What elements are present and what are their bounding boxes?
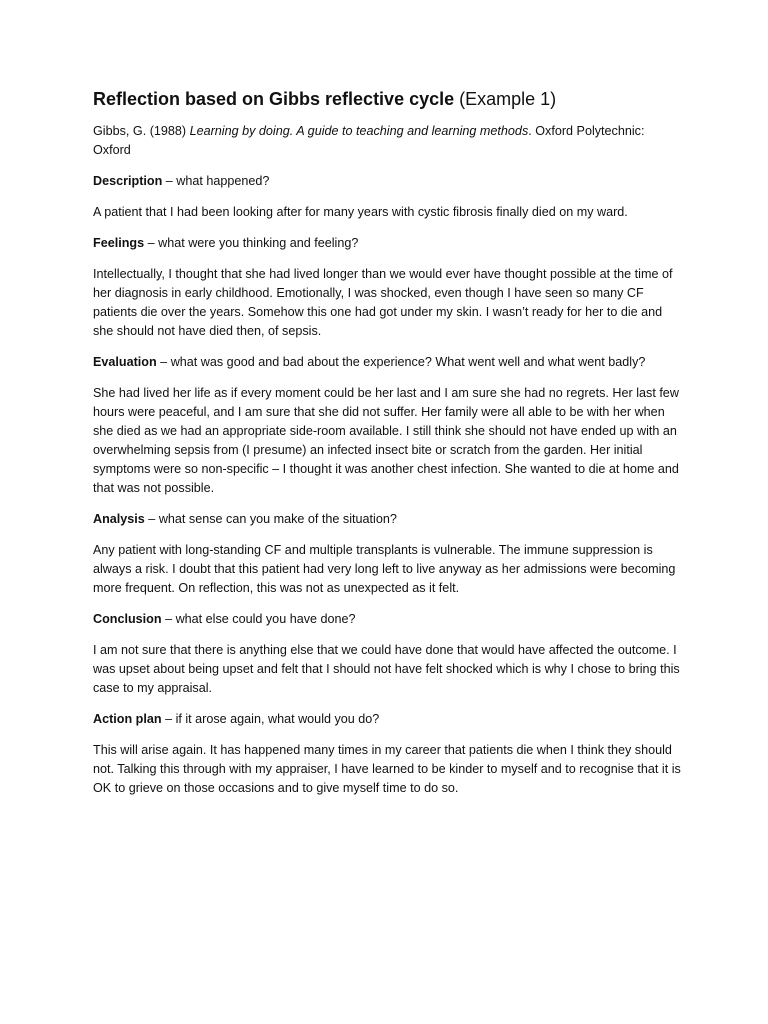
document-page <box>93 86 683 810</box>
section-heading-label: Action plan <box>93 712 162 726</box>
reference-prefix: Gibbs, G. (1988) <box>93 124 190 138</box>
section-heading-feelings <box>93 234 683 253</box>
section-heading-question: – if it arose again, what would you do? <box>161 712 380 726</box>
reference-citation <box>93 122 683 160</box>
document-title-example: (Example 1) <box>454 89 557 109</box>
section-heading-analysis <box>93 510 683 529</box>
section-body-feelings: Intellectually, I thought that she had lived longer than we would ever have thought possible at the time of her diagnosis in early childhood. Emotionally, I was shocked, even though I have seen so many CF patients die over the years. Somehow this one had got under my skin. I wasn’t ready for her to die and she should not have died then, of sepsis. <box>93 267 673 338</box>
section-heading-label: Description <box>93 174 163 188</box>
section-heading-question: – what was good and bad about the experience? What went well and what went badly? <box>156 355 646 369</box>
section-heading-conclusion <box>93 610 683 629</box>
section-heading-label: Conclusion <box>93 612 162 626</box>
section-heading-action-plan <box>93 710 683 729</box>
section-heading-question: – what else could you have done? <box>161 612 356 626</box>
section-heading-label: Analysis <box>93 512 145 526</box>
section-heading-question: – what were you thinking and feeling? <box>144 236 359 250</box>
reference-book-title: Learning by doing. A guide to teaching and learning methods <box>189 124 529 138</box>
section-heading-label: Evaluation <box>93 355 157 369</box>
section-heading-question: – what happened? <box>162 174 270 188</box>
section-body-evaluation: She had lived her life as if every moment could be her last and I am sure she had no regrets. Her last few hours were peaceful, and I am sure that she did not suffer. Her family were all able to be with her when she died as we had an appropriate side-room available. I still think she should not have ended up with an overwhelming sepsis from (I presume) an infected insect bite or scratch from the garden. Her initial symptoms were so non-specific – I thought it was another chest infection. She wanted to die at home and that was not possible. <box>93 386 679 495</box>
section-heading-evaluation <box>93 353 683 372</box>
section-body-analysis: Any patient with long-standing CF and multiple transplants is vulnerable. The immune suppression is always a risk. I doubt that this patient had very long left to live anyway as her admissions were becoming more frequent. On reflection, this was not as unexpected as it felt. <box>93 543 676 595</box>
section-heading-description <box>93 172 683 191</box>
section-body-description: A patient that I had been looking after for many years with cystic fibrosis finally died on my ward. <box>93 205 628 219</box>
reference-suffix: . Oxford Polytechnic: Oxford <box>93 124 645 157</box>
section-heading-question: – what sense can you make of the situation? <box>144 512 397 526</box>
document-title-main: Reflection based on Gibbs reflective cycle <box>93 89 455 109</box>
section-body-action-plan: This will arise again. It has happened many times in my career that patients die when I think they should not. Talking this through with my appraiser, I have learned to be kinder to myself and to recognise that it is OK to grieve on those occasions and to give myself time to do so. <box>93 743 681 795</box>
section-heading-label: Feelings <box>93 236 145 250</box>
section-body-conclusion: I am not sure that there is anything else that we could have done that would have affected the outcome. I was upset about being upset and felt that I should not have felt shocked which is why I chose to bring this case to my appraisal. <box>93 643 680 695</box>
document-title <box>93 86 683 112</box>
